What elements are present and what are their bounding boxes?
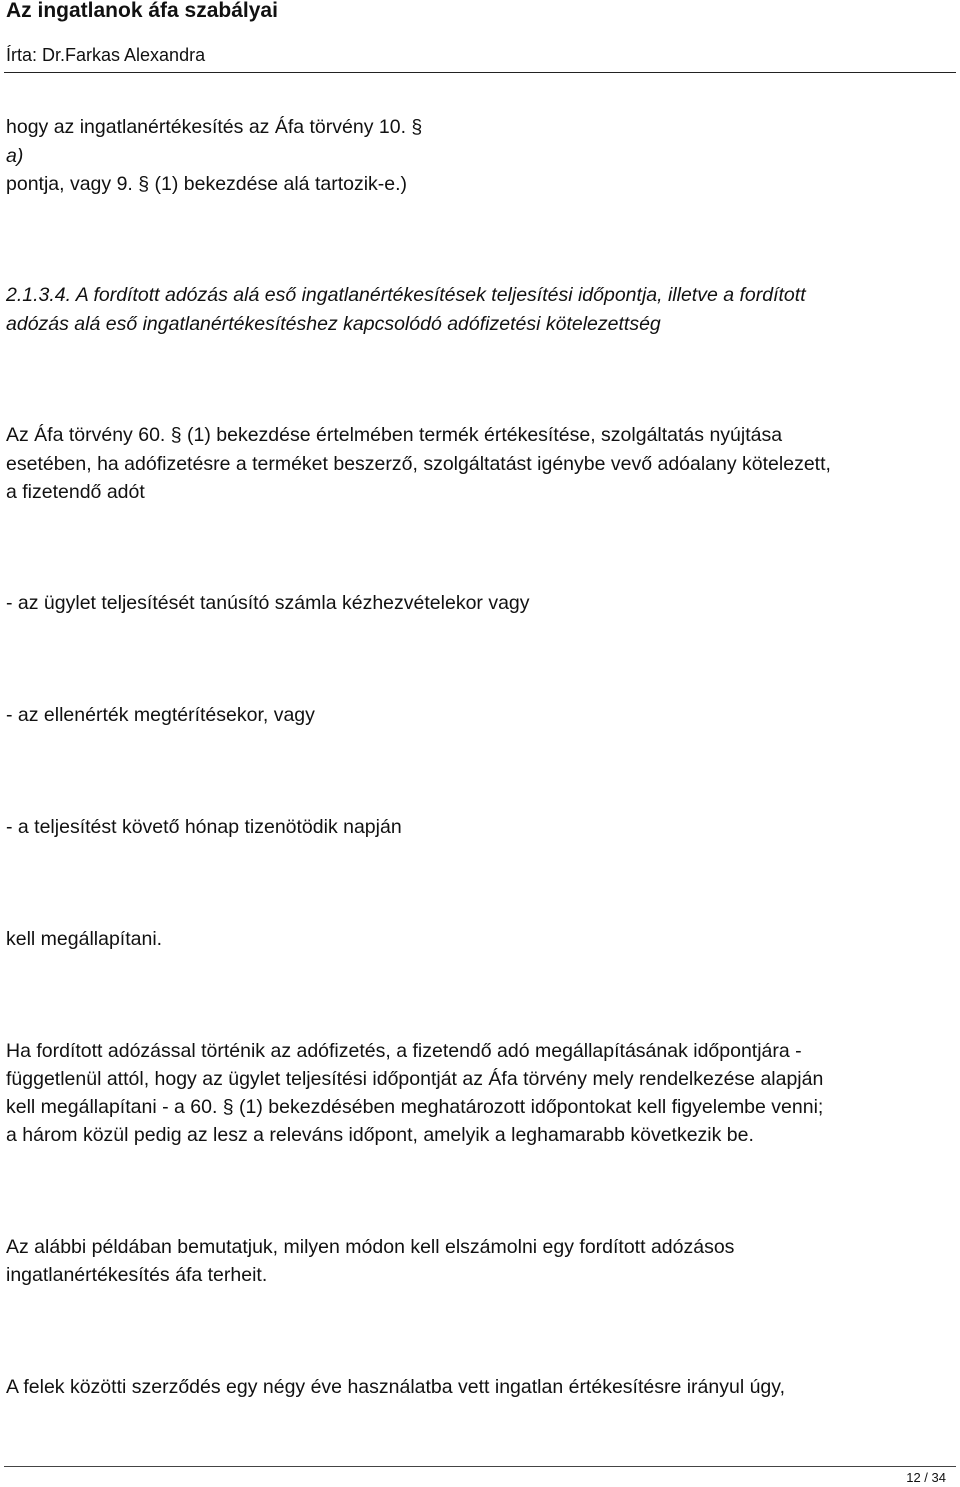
- text-line: kell megállapítani - a 60. § (1) bekezdésében meghatározott időpontokat kell figyelembe venni;: [6, 1096, 824, 1118]
- list-item: - a teljesítést követő hónap tizenötödik napján: [6, 816, 402, 838]
- text-line: ingatlanértékesítés áfa terheit.: [6, 1264, 268, 1286]
- header-divider: [4, 72, 956, 73]
- section-heading: 2.1.3.4. A fordított adózás alá eső ingatlanértékesítések teljesítési időpontja, illetve a fordított: [6, 284, 806, 306]
- text-line: a fizetendő adót: [6, 481, 145, 503]
- text-line: a): [6, 145, 24, 167]
- text-line: a három közül pedig az lesz a releváns időpont, amelyik a leghamarabb következik be.: [6, 1124, 754, 1146]
- page-number: 12 / 34: [906, 1470, 946, 1485]
- text-line: Ha fordított adózással történik az adófizetés, a fizetendő adó megállapításának időpontjára -: [6, 1040, 802, 1062]
- text-line: kell megállapítani.: [6, 928, 163, 950]
- document-author: Írta: Dr.Farkas Alexandra: [6, 45, 206, 65]
- text-line: A felek közötti szerződés egy négy éve használatba vett ingatlan értékesítésre irányul úgy,: [6, 1376, 786, 1398]
- footer-divider: [4, 1466, 956, 1467]
- document-title: Az ingatlanok áfa szabályai: [6, 0, 278, 22]
- list-item: - az ellenérték megtérítésekor, vagy: [6, 704, 315, 726]
- text-line: függetlenül attól, hogy az ügylet teljesítési időpontját az Áfa törvény mely rendelkezése alapján: [6, 1068, 824, 1090]
- text-line: Az Áfa törvény 60. § (1) bekezdése értelmében termék értékesítése, szolgáltatás nyújtása: [6, 424, 783, 446]
- text-line: hogy az ingatlanértékesítés az Áfa törvény 10. §: [6, 116, 423, 138]
- text-line: pontja, vagy 9. § (1) bekezdése alá tartozik-e.): [6, 173, 408, 195]
- section-heading: adózás alá eső ingatlanértékesítéshez kapcsolódó adófizetési kötelezettség: [6, 313, 661, 335]
- list-item: - az ügylet teljesítését tanúsító számla kézhezvételekor vagy: [6, 592, 530, 614]
- text-line: Az alábbi példában bemutatjuk, milyen módon kell elszámolni egy fordított adózásos: [6, 1236, 735, 1258]
- text-line: esetében, ha adófizetésre a terméket beszerző, szolgáltatást igénybe vevő adóalany kötelezett,: [6, 453, 831, 475]
